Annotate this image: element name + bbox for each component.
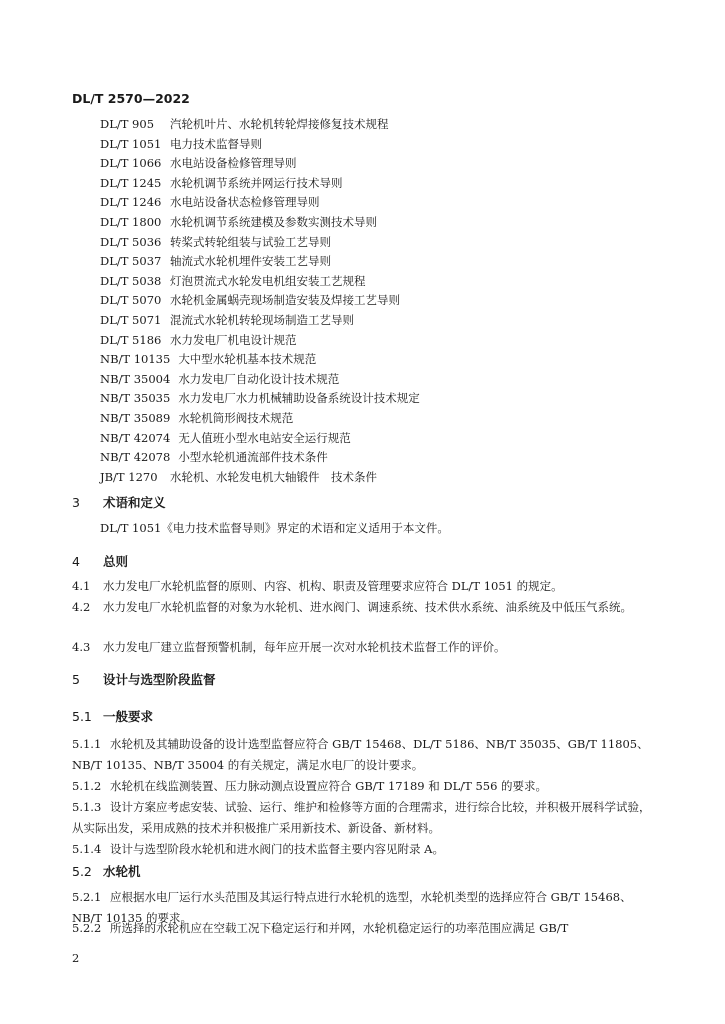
reference-item	[100, 430, 351, 446]
reference-item	[100, 351, 316, 367]
clause-4-2: 4.2 水力发电厂水轮机监督的对象为水轮机、进水阀门、调速系统、技术供水系统、油系统及中低压气系统。	[72, 600, 632, 614]
reference-item	[100, 371, 339, 387]
reference-title: 水轮机调节系统并网运行技术导则	[170, 175, 343, 190]
reference-code: DL/T 5071	[100, 313, 162, 327]
reference-code: DL/T 5038	[100, 273, 162, 288]
document-header: DL/T 2570—2022	[72, 91, 190, 106]
reference-item	[100, 390, 420, 406]
page-number: 2	[72, 951, 80, 965]
reference-code: DL/T 1066	[100, 156, 162, 171]
reference-code: DL/T 1245	[100, 175, 162, 190]
reference-title: 水轮机、水轮发电机大轴锻件 技术条件	[170, 469, 377, 484]
reference-item	[100, 214, 377, 230]
reference-title: 水力发电厂自动化设计技术规范	[178, 371, 340, 386]
reference-item	[100, 469, 377, 485]
reference-item	[100, 194, 320, 210]
reference-title: 水轮机金属蜗壳现场制造安装及焊接工艺导则	[170, 293, 400, 308]
reference-code: NB/T 35004	[100, 371, 171, 386]
clause-5-2-1: 5.2.1 应根据水电厂运行水头范围及其运行特点进行水轮机的选型，水轮机类型的选择应符合 GB/T 15468、NB/T 10135 的要求。	[72, 890, 632, 925]
clause-5-1-3: 5.1.3 设计方案应考虑安装、试验、运行、维护和检修等方面的合理需求，进行综合比较，并积极开展科学试验，从实际出发，采用成熟的技术并积极推广采用新技术、新设备、新材料。	[72, 800, 651, 835]
clause-4-1: 4.1 水力发电厂水轮机监督的原则、内容、机构、职责及管理要求应符合 DL/T 1051 的规定。	[72, 579, 563, 593]
reference-title: 无人值班小型水电站安全运行规范	[178, 430, 351, 445]
reference-title: 轴流式水轮机埋件安装工艺导则	[170, 254, 331, 269]
reference-code: DL/T 1051	[100, 136, 162, 151]
reference-item	[100, 332, 297, 348]
reference-title: 电力技术监督导则	[170, 136, 262, 151]
reference-item	[100, 175, 343, 191]
reference-code: NB/T 35035	[100, 391, 171, 406]
reference-title: 水电站设备状态检修管理导则	[170, 195, 320, 210]
reference-item	[100, 273, 366, 289]
reference-item	[100, 410, 293, 426]
reference-item	[100, 155, 297, 171]
reference-item	[100, 253, 331, 269]
reference-item	[100, 292, 400, 308]
reference-item	[100, 116, 389, 132]
reference-item	[100, 234, 331, 250]
reference-item	[100, 449, 328, 465]
reference-code: NB/T 35089	[100, 411, 171, 425]
reference-code: NB/T 42078	[100, 450, 171, 465]
reference-item	[100, 312, 354, 328]
reference-code: NB/T 42074	[100, 430, 171, 445]
reference-code: DL/T 5037	[100, 254, 162, 269]
reference-code: DL/T 905	[100, 117, 155, 131]
section-3-text: DL/T 1051《电力技术监督导则》界定的术语和定义适用于本文件。	[100, 521, 449, 535]
clause-5-2-2: 5.2.2 所选择的水轮机应在空载工况下稳定运行和并网，水轮机稳定运行的功率范围应满足 GB/T	[72, 921, 569, 935]
clause-5-1-1: 5.1.1 水轮机及其辅助设备的设计选型监督应符合 GB/T 15468、DL/T 5186、NB/T 35035、GB/T 11805、NB/T 10135、NB/T 35004 的有关规定，满足水电厂的设计要求。	[72, 737, 649, 772]
reference-title: 水轮机调节系统建模及参数实测技术导则	[170, 215, 377, 229]
reference-code: NB/T 10135	[100, 352, 171, 367]
section-5-2-heading: 5.2 水轮机	[72, 864, 141, 879]
clause-5-1-4: 5.1.4 设计与选型阶段水轮机和进水阀门的技术监督主要内容见附录 A。	[72, 842, 444, 856]
reference-title: 水电站设备检修管理导则	[170, 156, 297, 171]
reference-title: 水轮机筒形阀技术规范	[178, 411, 294, 425]
clause-5-1-2: 5.1.2 水轮机在线监测装置、压力脉动测点设置应符合 GB/T 17189 和 DL/T 556 的要求。	[72, 779, 548, 793]
reference-title: 汽轮机叶片、水轮机转轮焊接修复技术规程	[170, 117, 389, 131]
reference-title: 水力发电厂机电设计规范	[170, 332, 297, 347]
reference-title: 大中型水轮机基本技术规范	[178, 352, 317, 367]
reference-title: 小型水轮机通流部件技术条件	[178, 450, 328, 465]
reference-code: DL/T 5036	[100, 234, 162, 249]
section-3-heading: 3 术语和定义	[72, 495, 166, 510]
reference-item	[100, 136, 262, 152]
reference-title: 转桨式转轮组装与试验工艺导则	[170, 234, 331, 249]
reference-code: DL/T 1246	[100, 195, 162, 210]
reference-title: 灯泡贯流式水轮发电机组安装工艺规程	[170, 273, 366, 288]
section-4-heading: 4 总则	[72, 554, 129, 569]
reference-code: JB/T 1270	[100, 469, 158, 484]
section-5-heading: 5 设计与选型阶段监督	[72, 672, 216, 687]
reference-code: DL/T 5070	[100, 293, 162, 308]
clause-4-3: 4.3 水力发电厂建立监督预警机制，每年应开展一次对水轮机技术监督工作的评价。	[72, 640, 506, 654]
reference-title: 混流式水轮机转轮现场制造工艺导则	[170, 313, 354, 327]
reference-code: DL/T 1800	[100, 215, 162, 229]
reference-code: DL/T 5186	[100, 332, 162, 347]
section-5-1-heading: 5.1 一般要求	[72, 709, 154, 724]
reference-title: 水力发电厂水力机械辅助设备系统设计技术规定	[178, 391, 420, 406]
